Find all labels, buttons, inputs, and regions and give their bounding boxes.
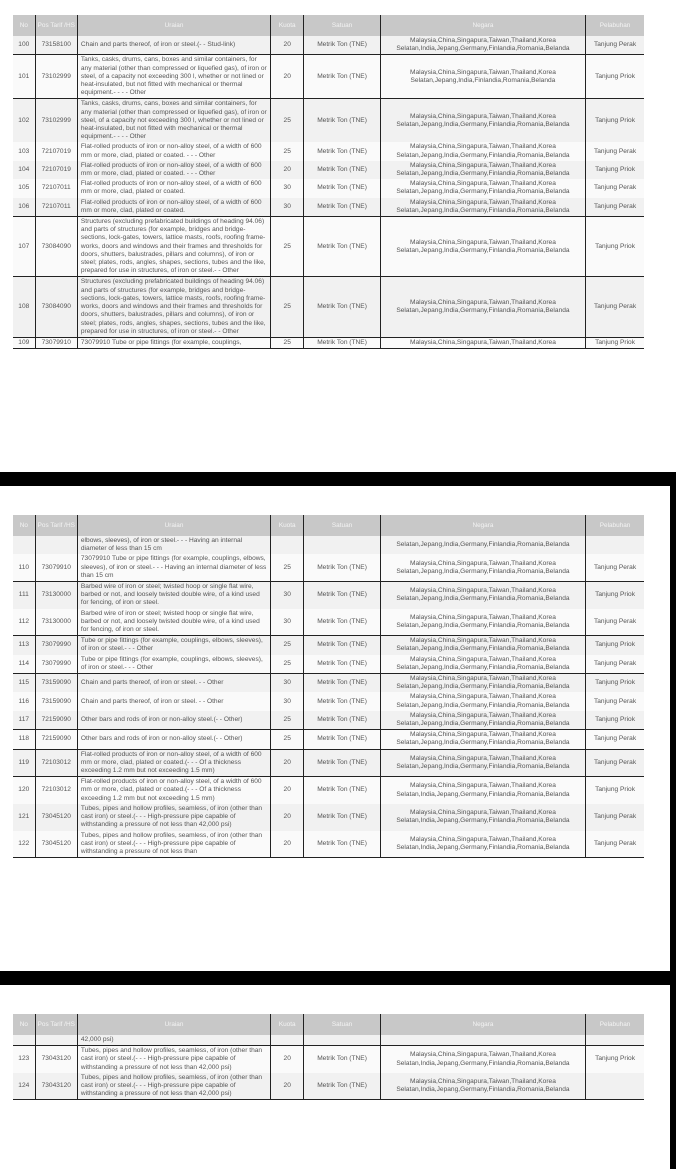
- cell-pos-tarif: 73159090: [35, 692, 77, 710]
- cell-no: 103: [13, 142, 35, 160]
- cell-pos-tarif: 73084090: [35, 277, 77, 337]
- cell-no: 109: [13, 337, 35, 348]
- cell-pelabuhan: Tanjung Perak: [586, 730, 644, 749]
- cell-no: 116: [13, 692, 35, 710]
- column-header-pelabuhan: Pelabuhan: [586, 15, 644, 36]
- cell-satuan: Metrik Ton (TNE): [304, 277, 380, 337]
- cell-satuan: Metrik Ton (TNE): [304, 161, 380, 179]
- cell-kuota: 25: [271, 99, 304, 143]
- cell-negara: Malaysia,China,Singapura,Taiwan,Thailand,Korea Selatan,Jepang,India,Germany,Finlandia,Romania,Belanda: [380, 609, 585, 636]
- cell-kuota: 25: [271, 142, 304, 160]
- cell-negara: Malaysia,China,Singapura,Taiwan,Thailand,Korea Selatan,India,Jepang,Germany,Finlandia,Romania,Belanda: [380, 831, 585, 858]
- cell-pos-tarif: [35, 1035, 77, 1046]
- cell-kuota: 25: [271, 217, 304, 277]
- cell-pelabuhan: Tanjung Perak: [586, 198, 644, 217]
- cell-pos-tarif: 72107019: [35, 161, 77, 179]
- cell-satuan: Metrik Ton (TNE): [304, 582, 380, 609]
- column-header-kuota: Kuota: [271, 1014, 304, 1035]
- cell-pelabuhan: Tanjung Priok: [586, 1046, 644, 1073]
- cell-no: 104: [13, 161, 35, 179]
- cell-negara: Malaysia,China,Singapura,Taiwan,Thailand,Korea Selatan,Jepang,India,Finlandia,Romania,Belanda: [380, 55, 585, 99]
- table-row: [13, 692, 644, 710]
- cell-negara: Malaysia,China,Singapura,Taiwan,Thailand,Korea Selatan,Jepang,India,Germany,Finlandia,Romania,Belanda: [380, 217, 585, 277]
- column-header-uraian: Uraian: [77, 515, 270, 536]
- cell-kuota: 20: [271, 55, 304, 99]
- column-header-satuan: Satuan: [304, 15, 380, 36]
- cell-kuota: 25: [271, 337, 304, 348]
- column-header-pos-tarif: Pos Tarif /HS: [35, 1014, 77, 1035]
- cell-kuota: 20: [271, 831, 304, 858]
- cell-negara: Malaysia,China,Singapura,Taiwan,Thailand,Korea Selatan,Jepang,India,Germany,Finlandia,Romania,Belanda: [380, 161, 585, 179]
- cell-negara: Malaysia,China,Singapura,Taiwan,Thailand,Korea Selatan,Jepang,India,Germany,Finlandia,Romania,Belanda: [380, 554, 585, 581]
- cell-no: 113: [13, 636, 35, 655]
- cell-negara: Malaysia,China,Singapura,Taiwan,Thailand,Korea Selatan,Jepang,India,Germany,Finlandia,Romania,Belanda: [380, 582, 585, 609]
- cell-kuota: 25: [271, 277, 304, 337]
- cell-uraian: Chain and parts thereof, of iron or steel. - - Other: [77, 692, 270, 710]
- cell-kuota: 20: [271, 1046, 304, 1073]
- cell-pelabuhan: Tanjung Priok: [586, 674, 644, 693]
- cell-uraian: 42,000 psi): [77, 1035, 270, 1046]
- table-row: [13, 655, 644, 674]
- cell-no: [13, 536, 35, 554]
- column-header-satuan: Satuan: [304, 1014, 380, 1035]
- cell-pelabuhan: Tanjung Perak: [586, 749, 644, 777]
- cell-pelabuhan: [586, 1073, 644, 1100]
- cell-satuan: Metrik Ton (TNE): [304, 198, 380, 217]
- cell-kuota: 30: [271, 609, 304, 636]
- table-row: [13, 55, 644, 99]
- cell-pos-tarif: 73079990: [35, 655, 77, 674]
- cell-kuota: [271, 536, 304, 554]
- table-header-row: [13, 1014, 644, 1035]
- cell-no: 101: [13, 55, 35, 99]
- cell-satuan: Metrik Ton (TNE): [304, 337, 380, 348]
- table-row: [13, 749, 644, 777]
- cell-no: [13, 1035, 35, 1046]
- page-separator: [0, 472, 676, 486]
- cell-uraian: elbows, sleeves), of iron or steel.- - - Having an internal diameter of less than 15 cm: [77, 536, 270, 554]
- cell-kuota: 25: [271, 730, 304, 749]
- cell-satuan: [304, 1035, 380, 1046]
- cell-uraian: Tanks, casks, drums, cans, boxes and similar containers, for any material (other than compressed or liquefied gas), of iron or steel, of a capacity not exceeding 300 l, whether or not lined or heat-insulated, but not fitted with mechanical or thermal equipment.- - - - Other: [77, 55, 270, 99]
- cell-satuan: Metrik Ton (TNE): [304, 55, 380, 99]
- cell-uraian: Tanks, casks, drums, cans, boxes and similar containers, for any material (other than compressed or liquefied gas), of iron or steel, of a capacity not exceeding 300 l, whether or not lined or heat-insulated, but not fitted with mechanical or thermal equipment.- - - - Other: [77, 99, 270, 143]
- table-row: [13, 99, 644, 143]
- cell-uraian: Tubes, pipes and hollow profiles, seamless, of iron (other than cast iron) or steel.(- - - High-pressure pipe capable of withstanding a pressure of not less than 42,000 psi): [77, 1046, 270, 1073]
- cell-negara: Malaysia,China,Singapura,Taiwan,Thailand,Korea Selatan,Jepang,India,Germany,Finlandia,Romania,Belanda: [380, 142, 585, 160]
- cell-kuota: 30: [271, 179, 304, 197]
- column-header-satuan: Satuan: [304, 515, 380, 536]
- cell-pos-tarif: 73084090: [35, 217, 77, 277]
- cell-pos-tarif: 72159090: [35, 711, 77, 730]
- right-edge-bar: [670, 486, 676, 1169]
- table-row: [13, 337, 644, 348]
- cell-pelabuhan: Tanjung Perak: [586, 804, 644, 831]
- cell-uraian: Flat-rolled products of iron or non-alloy steel, of a width of 600 mm or more, clad, plated or coated. - - - Other: [77, 161, 270, 179]
- cell-no: 115: [13, 674, 35, 693]
- column-header-uraian: Uraian: [77, 15, 270, 36]
- cell-uraian: Other bars and rods of iron or non-alloy steel.(- - Other): [77, 730, 270, 749]
- cell-pelabuhan: Tanjung Priok: [586, 99, 644, 143]
- cell-negara: Malaysia,China,Singapura,Taiwan,Thailand,Korea: [380, 337, 585, 348]
- cell-pos-tarif: 73043120: [35, 1046, 77, 1073]
- cell-pos-tarif: 72107019: [35, 142, 77, 160]
- cell-pelabuhan: Tanjung Priok: [586, 582, 644, 609]
- cell-satuan: Metrik Ton (TNE): [304, 655, 380, 674]
- cell-satuan: Metrik Ton (TNE): [304, 99, 380, 143]
- cell-pelabuhan: Tanjung Perak: [586, 609, 644, 636]
- cell-pos-tarif: 72107011: [35, 179, 77, 197]
- cell-pelabuhan: Tanjung Priok: [586, 711, 644, 730]
- cell-no: 111: [13, 582, 35, 609]
- cell-kuota: [271, 1035, 304, 1046]
- cell-no: 123: [13, 1046, 35, 1073]
- table-row: [13, 179, 644, 197]
- cell-negara: Malaysia,China,Singapura,Taiwan,Thailand,Korea Selatan,Jepang,India,Germany,Finlandia,Romania,Belanda: [380, 655, 585, 674]
- cell-satuan: Metrik Ton (TNE): [304, 142, 380, 160]
- cell-kuota: 20: [271, 777, 304, 804]
- cell-satuan: Metrik Ton (TNE): [304, 692, 380, 710]
- cell-negara: [380, 1035, 585, 1046]
- cell-uraian: Flat-rolled products of iron or non-alloy steel, of a width of 600 mm or more, clad, plated or coated.(- - - Of a thickness exceeding 1.2 mm but not exceeding 1.5 mm): [77, 777, 270, 804]
- cell-satuan: Metrik Ton (TNE): [304, 1073, 380, 1100]
- cell-negara: Malaysia,China,Singapura,Taiwan,Thailand,Korea Selatan,India,Jepang,Germany,Finlandia,Romania,Belanda: [380, 1073, 585, 1100]
- cell-negara: Malaysia,China,Singapura,Taiwan,Thailand,Korea Selatan,Jepang,India,Germany,Finlandia,Romania,Belanda: [380, 692, 585, 710]
- cell-kuota: 25: [271, 711, 304, 730]
- cell-kuota: 25: [271, 554, 304, 581]
- cell-pelabuhan: Tanjung Perak: [586, 36, 644, 55]
- cell-satuan: Metrik Ton (TNE): [304, 777, 380, 804]
- cell-no: 107: [13, 217, 35, 277]
- table-row: [13, 831, 644, 858]
- cell-negara: Malaysia,China,Singapura,Taiwan,Thailand,Korea Selatan,Jepang,India,Germany,Finlandia,Romania,Belanda: [380, 198, 585, 217]
- cell-satuan: Metrik Ton (TNE): [304, 217, 380, 277]
- column-header-negara: Negara: [380, 515, 585, 536]
- table-row: [13, 1046, 644, 1073]
- cell-pos-tarif: 72103012: [35, 749, 77, 777]
- cell-pelabuhan: Tanjung Priok: [586, 217, 644, 277]
- column-header-negara: Negara: [380, 15, 585, 36]
- cell-kuota: 30: [271, 582, 304, 609]
- cell-pos-tarif: 73045120: [35, 804, 77, 831]
- column-header-pos-tarif: Pos Tarif /HS: [35, 15, 77, 36]
- cell-pos-tarif: 72103012: [35, 777, 77, 804]
- cell-uraian: Flat-rolled products of iron or non-alloy steel, of a width of 600 mm or more, clad, plated or coated. - - - Other: [77, 142, 270, 160]
- cell-pelabuhan: Tanjung Perak: [586, 831, 644, 858]
- cell-pos-tarif: 73159090: [35, 674, 77, 693]
- table-row: [13, 777, 644, 804]
- cell-satuan: Metrik Ton (TNE): [304, 804, 380, 831]
- cell-no: 121: [13, 804, 35, 831]
- cell-pos-tarif: 73079910: [35, 554, 77, 581]
- table-row: [13, 536, 644, 554]
- cell-kuota: 30: [271, 198, 304, 217]
- cell-negara: Malaysia,China,Singapura,Taiwan,Thailand,Korea Selatan,India,Jepang,Germany,Finlandia,Romania,Belanda: [380, 36, 585, 55]
- document-page-2: [0, 486, 676, 971]
- cell-pelabuhan: Tanjung Perak: [586, 554, 644, 581]
- cell-kuota: 30: [271, 692, 304, 710]
- cell-satuan: Metrik Ton (TNE): [304, 674, 380, 693]
- cell-kuota: 20: [271, 161, 304, 179]
- cell-pelabuhan: [586, 1035, 644, 1046]
- cell-kuota: 20: [271, 1073, 304, 1100]
- cell-no: 106: [13, 198, 35, 217]
- cell-pelabuhan: Tanjung Priok: [586, 777, 644, 804]
- table-row: [13, 1035, 644, 1046]
- cell-pos-tarif: 73102999: [35, 99, 77, 143]
- cell-no: 119: [13, 749, 35, 777]
- table-row: [13, 582, 644, 609]
- column-header-no: No: [13, 1014, 35, 1035]
- cell-uraian: Tubes, pipes and hollow profiles, seamless, of iron (other than cast iron) or steel.(- - - High-pressure pipe capable of withstanding a pressure of not less than: [77, 831, 270, 858]
- cell-no: 117: [13, 711, 35, 730]
- cell-pelabuhan: Tanjung Perak: [586, 692, 644, 710]
- cell-pelabuhan: Tanjung Priok: [586, 161, 644, 179]
- cell-negara: Malaysia,China,Singapura,Taiwan,Thailand,Korea Selatan,Jepang,India,Germany,Finlandia,Romania,Belanda: [380, 277, 585, 337]
- cell-kuota: 25: [271, 636, 304, 655]
- cell-no: 112: [13, 609, 35, 636]
- column-header-pos-tarif: Pos Tarif /HS: [35, 515, 77, 536]
- cell-no: 108: [13, 277, 35, 337]
- cell-no: 122: [13, 831, 35, 858]
- cell-negara: Malaysia,China,Singapura,Taiwan,Thailand,Korea Selatan,India,Jepang,Germany,Finlandia,Romania,Belanda: [380, 777, 585, 804]
- table-row: [13, 161, 644, 179]
- cell-uraian: Flat-rolled products of iron or non-alloy steel, of a width of 600 mm or more, clad, plated or coated.: [77, 198, 270, 217]
- cell-satuan: Metrik Ton (TNE): [304, 554, 380, 581]
- cell-uraian: Barbed wire of iron or steel; twisted hoop or single flat wire, barbed or not, and loosely twisted double wire, of a kind used for fencing, of iron or steel.: [77, 582, 270, 609]
- cell-pelabuhan: Tanjung Priok: [586, 636, 644, 655]
- cell-uraian: Tube or pipe fittings (for example, couplings, elbows, sleeves), of iron or steel.- - - Other: [77, 636, 270, 655]
- cell-kuota: 20: [271, 749, 304, 777]
- document-page-3: [0, 985, 676, 1169]
- column-header-kuota: Kuota: [271, 15, 304, 36]
- column-header-kuota: Kuota: [271, 515, 304, 536]
- cell-negara: Malaysia,China,Singapura,Taiwan,Thailand,Korea Selatan,Jepang,India,Germany,Finlandia,Romania,Belanda: [380, 674, 585, 693]
- cell-pelabuhan: Tanjung Priok: [586, 55, 644, 99]
- cell-uraian: Flat-rolled products of iron or non-alloy steel, of a width of 600 mm or more, clad, plated or coated.(- - - Of a thickness exceeding 1.2 mm but not exceeding 1.5 mm): [77, 749, 270, 777]
- cell-pelabuhan: Tanjung Perak: [586, 277, 644, 337]
- table-header-row: [13, 515, 644, 536]
- cell-negara: Malaysia,China,Singapura,Taiwan,Thailand,Korea Selatan,Jepang,India,Germany,Finlandia,Romania,Belanda: [380, 99, 585, 143]
- cell-uraian: Barbed wire of iron or steel; twisted hoop or single flat wire, barbed or not, and loosely twisted double wire, of a kind used for fencing, of iron or steel.: [77, 609, 270, 636]
- cell-pos-tarif: 73130000: [35, 582, 77, 609]
- cell-pos-tarif: 72159090: [35, 730, 77, 749]
- column-header-pelabuhan: Pelabuhan: [586, 1014, 644, 1035]
- cell-uraian: Chain and parts thereof, of iron or steel. - - Other: [77, 674, 270, 693]
- table-row: [13, 730, 644, 749]
- cell-negara: Malaysia,China,Singapura,Taiwan,Thailand,Korea Selatan,Jepang,India,Germany,Finlandia,Romania,Belanda: [380, 749, 585, 777]
- cell-no: 105: [13, 179, 35, 197]
- quota-table-page-2: [13, 515, 644, 858]
- cell-no: 124: [13, 1073, 35, 1100]
- cell-negara: Malaysia,China,Singapura,Taiwan,Thailand,Korea Selatan,India,Jepang,Germany,Finlandia,Romania,Belanda: [380, 804, 585, 831]
- cell-pelabuhan: Tanjung Perak: [586, 179, 644, 197]
- cell-pelabuhan: Tanjung Priok: [586, 337, 644, 348]
- cell-pos-tarif: 73043120: [35, 1073, 77, 1100]
- cell-satuan: Metrik Ton (TNE): [304, 831, 380, 858]
- cell-satuan: Metrik Ton (TNE): [304, 179, 380, 197]
- table-row: [13, 1073, 644, 1100]
- cell-negara: Selatan,Jepang,India,Germany,Finlandia,Romania,Belanda: [380, 536, 585, 554]
- cell-uraian: Chain and parts thereof, of iron or steel.(- - Stud-link): [77, 36, 270, 55]
- cell-kuota: 20: [271, 36, 304, 55]
- cell-pos-tarif: 73158100: [35, 36, 77, 55]
- cell-no: 118: [13, 730, 35, 749]
- table-row: [13, 198, 644, 217]
- cell-pos-tarif: 73079910: [35, 337, 77, 348]
- cell-satuan: Metrik Ton (TNE): [304, 1046, 380, 1073]
- cell-uraian: Structures (excluding prefabricated buildings of heading 94.06) and parts of structures (for example, bridges and bridge-sections, lock-gates, towers, lattice masts, roofs, roofing frame-works, doors and windows and their frames and thresholds for doors, shutters, balustrades, pillars and columns), of iron or steel; plates, rods, angles, shapes, sections, tubes and the like, prepared for use in structures, of iron or steel.- - Other: [77, 217, 270, 277]
- cell-pelabuhan: Tanjung Perak: [586, 142, 644, 160]
- table-row: [13, 711, 644, 730]
- column-header-negara: Negara: [380, 1014, 585, 1035]
- cell-negara: Malaysia,China,Singapura,Taiwan,Thailand,Korea Selatan,Jepang,India,Germany,Finlandia,Romania,Belanda: [380, 730, 585, 749]
- cell-kuota: 25: [271, 655, 304, 674]
- table-row: [13, 674, 644, 693]
- cell-pos-tarif: 73102999: [35, 55, 77, 99]
- table-header-row: [13, 15, 644, 36]
- cell-uraian: Tubes, pipes and hollow profiles, seamless, of iron (other than cast iron) or steel.(- - - High-pressure pipe capable of withstanding a pressure of not less than 42,000 psi): [77, 804, 270, 831]
- table-row: [13, 217, 644, 277]
- cell-no: 120: [13, 777, 35, 804]
- cell-pos-tarif: 73045120: [35, 831, 77, 858]
- document-page-1: [0, 0, 676, 472]
- table-row: [13, 277, 644, 337]
- cell-no: 110: [13, 554, 35, 581]
- cell-uraian: Tube or pipe fittings (for example, couplings, elbows, sleeves), of iron or steel.- - - Other: [77, 655, 270, 674]
- column-header-no: No: [13, 15, 35, 36]
- column-header-no: No: [13, 515, 35, 536]
- cell-no: 100: [13, 36, 35, 55]
- quota-table-page-3: [13, 1014, 644, 1100]
- cell-satuan: Metrik Ton (TNE): [304, 730, 380, 749]
- cell-pos-tarif: 73130000: [35, 609, 77, 636]
- table-row: [13, 636, 644, 655]
- cell-uraian: Other bars and rods of iron or non-alloy steel.(- - Other): [77, 711, 270, 730]
- cell-negara: Malaysia,China,Singapura,Taiwan,Thailand,Korea Selatan,Jepang,India,Germany,Finlandia,Romania,Belanda: [380, 636, 585, 655]
- page-separator: [0, 971, 676, 985]
- cell-negara: Malaysia,China,Singapura,Taiwan,Thailand,Korea Selatan,India,Jepang,Germany,Finlandia,Romania,Belanda: [380, 1046, 585, 1073]
- cell-pos-tarif: 73079990: [35, 636, 77, 655]
- cell-negara: Malaysia,China,Singapura,Taiwan,Thailand,Korea Selatan,Jepang,India,Germany,Finlandia,Romania,Belanda: [380, 179, 585, 197]
- table-row: [13, 804, 644, 831]
- table-row: [13, 609, 644, 636]
- cell-no: 102: [13, 99, 35, 143]
- cell-pelabuhan: Tanjung Perak: [586, 655, 644, 674]
- cell-uraian: 73079910 Tube or pipe fittings (for example, couplings, elbows, sleeves), of iron or steel.- - - Having an internal diameter of less than 15 cm: [77, 554, 270, 581]
- table-row: [13, 36, 644, 55]
- cell-no: 114: [13, 655, 35, 674]
- cell-pos-tarif: [35, 536, 77, 554]
- cell-uraian: Structures (excluding prefabricated buildings of heading 94.06) and parts of structures (for example, bridges and bridge-sections, lock-gates, towers, lattice masts, roofs, roofing frame-works, doors and windows and their frames and thresholds for doors, shutters, balustrades, pillars and columns), of iron or steel; plates, rods, angles, shapes, sections, tubes and the like, prepared for use in structures, of iron or steel.- - Other: [77, 277, 270, 337]
- cell-uraian: 73079910 Tube or pipe fittings (for example, couplings,: [77, 337, 270, 348]
- cell-negara: Malaysia,China,Singapura,Taiwan,Thailand,Korea Selatan,Jepang,India,Germany,Finlandia,Romania,Belanda: [380, 711, 585, 730]
- column-header-pelabuhan: Pelabuhan: [586, 515, 644, 536]
- cell-kuota: 30: [271, 674, 304, 693]
- cell-satuan: Metrik Ton (TNE): [304, 749, 380, 777]
- cell-satuan: Metrik Ton (TNE): [304, 36, 380, 55]
- cell-satuan: Metrik Ton (TNE): [304, 636, 380, 655]
- cell-pelabuhan: [586, 536, 644, 554]
- quota-table-page-1: [13, 15, 644, 349]
- cell-satuan: Metrik Ton (TNE): [304, 711, 380, 730]
- table-row: [13, 554, 644, 581]
- cell-kuota: 20: [271, 804, 304, 831]
- cell-satuan: Metrik Ton (TNE): [304, 609, 380, 636]
- cell-uraian: Flat-rolled products of iron or non-alloy steel, of a width of 600 mm or more, clad, plated or coated.: [77, 179, 270, 197]
- table-row: [13, 142, 644, 160]
- cell-satuan: [304, 536, 380, 554]
- column-header-uraian: Uraian: [77, 1014, 270, 1035]
- cell-pos-tarif: 72107011: [35, 198, 77, 217]
- cell-uraian: Tubes, pipes and hollow profiles, seamless, of iron (other than cast iron) or steel.(- - - High-pressure pipe capable of withstanding a pressure of not less than 42,000 psi): [77, 1073, 270, 1100]
